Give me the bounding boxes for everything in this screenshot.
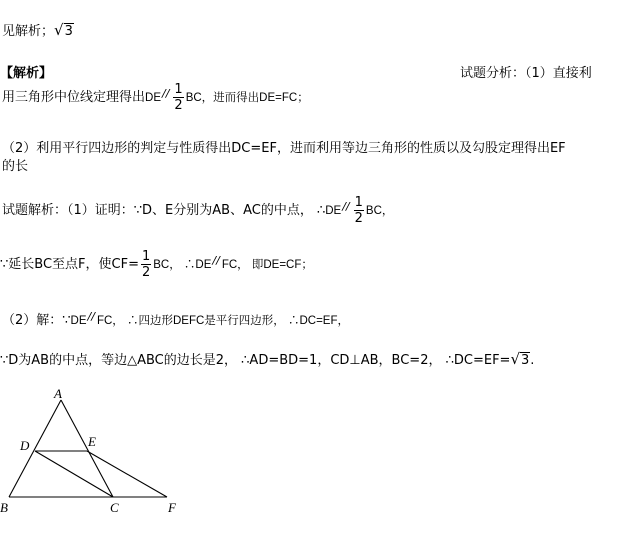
proof4-prefix: ∵D为AB的中点，等边△ABC的边长是2， ∴AD=BD=1，CD⊥AB，BC=2， ∴DC=EF= xyxy=(0,353,511,368)
label-a: A xyxy=(54,388,62,401)
label-d: D xyxy=(20,438,30,453)
answer-text: 见解析； xyxy=(2,24,55,39)
proof2-line xyxy=(0,250,313,279)
answer-sqrt-value: 3 xyxy=(64,24,73,39)
fraction-numerator: 1 xyxy=(354,195,363,210)
segment-dc xyxy=(35,451,113,497)
fraction-denominator: 2 xyxy=(174,98,183,113)
proof1-suffix: BC， xyxy=(365,205,394,217)
parallel-symbol: // xyxy=(87,310,95,323)
segment-ef xyxy=(87,451,167,497)
proof2-mid: BC， ∴ xyxy=(153,259,196,271)
label-c: C xyxy=(110,500,119,515)
proof1-line xyxy=(2,196,393,225)
fraction-half xyxy=(141,250,151,279)
proof2-seg: DE xyxy=(195,259,212,271)
fraction-numerator: 1 xyxy=(174,82,183,97)
analysis-label: 试题分析：（1）直接利 xyxy=(460,66,592,81)
label-b: B xyxy=(0,500,8,515)
proof3-seg: DE xyxy=(70,315,87,327)
fraction-half xyxy=(173,83,183,112)
parallel-symbol: // xyxy=(342,200,350,213)
fraction-half xyxy=(354,196,364,225)
label-f: F xyxy=(168,500,176,515)
segment-ac xyxy=(61,400,113,497)
analysis1-line xyxy=(2,83,309,112)
section-title: 【解析】 xyxy=(0,66,53,81)
analysis1-prefix: 用三角形中位线定理得出 xyxy=(2,90,146,105)
proof4-line xyxy=(0,349,534,368)
parallel-symbol: // xyxy=(212,254,220,267)
proof3-line xyxy=(2,309,349,328)
proof2-prefix: ∵延长BC至点F，使CF= xyxy=(0,257,139,272)
answer-sqrt: √3 xyxy=(54,21,73,39)
proof3-suffix: FC， ∴四边形DEFC是平行四边形， ∴DC=EF， xyxy=(96,315,349,327)
analysis2-line1: （2）利用平行四边形的判定与性质得出DC=EF，进而利用等边三角形的性质以及勾股定理得出EF xyxy=(2,141,566,156)
fraction-denominator: 2 xyxy=(141,265,151,280)
label-e: E xyxy=(88,434,96,449)
analysis2-line2: 的长 xyxy=(2,159,29,174)
proof4-sqrt: √3 xyxy=(510,350,530,368)
parallel-symbol: // xyxy=(162,87,170,100)
geometry-figure xyxy=(0,388,200,528)
proof2-suffix: FC， 即DE=CF； xyxy=(221,259,313,271)
answer-line xyxy=(2,20,74,39)
analysis1-seg: DE xyxy=(145,92,161,104)
proof1-prefix: 试题解析：（1）证明：∵D、E分别为AB、AC的中点， ∴ xyxy=(2,203,326,218)
proof1-seg: DE xyxy=(325,205,342,217)
fraction-denominator: 2 xyxy=(354,211,363,226)
fraction-numerator: 1 xyxy=(141,249,151,264)
segment-ab xyxy=(9,400,61,497)
proof4-suffix: . xyxy=(530,353,535,368)
analysis1-suffix: BC，进而得出DE=FC； xyxy=(185,92,309,104)
proof4-sqrt-value: 3 xyxy=(521,353,530,368)
proof3-prefix: （2）解：∵ xyxy=(2,313,71,328)
